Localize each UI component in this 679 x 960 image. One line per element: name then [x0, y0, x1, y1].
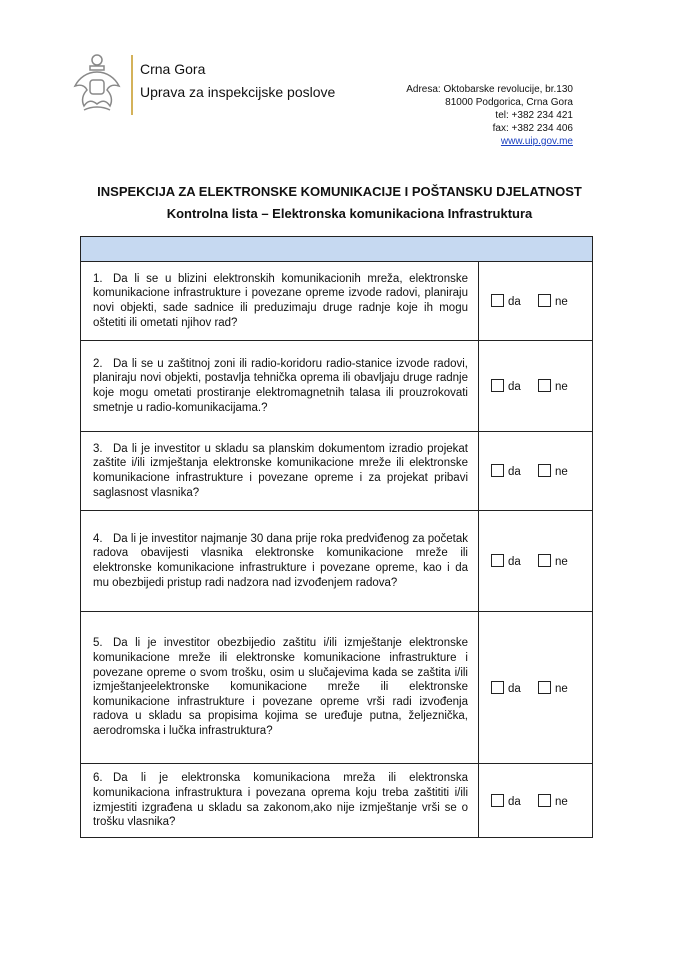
question-cell — [81, 341, 479, 432]
no-checkbox[interactable] — [538, 464, 551, 477]
question-number: 6. — [93, 772, 103, 785]
yes-checkbox[interactable] — [491, 554, 504, 567]
checklist-row — [81, 764, 593, 838]
checklist-row — [81, 432, 593, 511]
checklist-row — [81, 511, 593, 612]
question-number: 2. — [93, 357, 103, 370]
address-line: Adresa: Oktobarske revolucije, br.130 — [406, 84, 573, 95]
table-header-row — [81, 237, 593, 262]
no-label: ne — [555, 296, 568, 308]
coat-of-arms-logo — [72, 52, 122, 114]
yes-label: da — [508, 296, 521, 308]
fax-line: fax: +382 234 406 — [492, 123, 573, 134]
no-checkbox[interactable] — [538, 554, 551, 567]
answer-cell — [479, 764, 593, 838]
checklist-row — [81, 262, 593, 341]
yes-checkbox[interactable] — [491, 294, 504, 307]
header-divider — [131, 55, 133, 115]
country-name: Crna Gora — [140, 61, 206, 77]
yes-label: da — [508, 795, 521, 808]
no-label: ne — [555, 682, 568, 695]
question-cell — [81, 262, 479, 341]
yes-label: da — [508, 682, 521, 695]
question-text: Da li se u blizini elektronskih komunikacionih mreža, elektronske komunikacione infrastrukture i povezane opreme izvode radovi, planiraju novi objekti, sade sadnice ili preduzimaju druge radnje koje ih mogu oštetiti ili ometati njihov rad? — [93, 272, 468, 329]
no-label: ne — [555, 795, 568, 808]
city-line: 81000 Podgorica, Crna Gora — [445, 97, 573, 108]
no-checkbox[interactable] — [538, 379, 551, 392]
question-number: 3. — [93, 442, 103, 455]
no-label: ne — [555, 381, 568, 393]
answer-cell — [479, 511, 593, 612]
no-checkbox[interactable] — [538, 681, 551, 694]
yes-label: da — [508, 466, 521, 478]
agency-name: Uprava za inspekcijske poslove — [140, 84, 336, 100]
contact-block — [406, 83, 573, 148]
website-link[interactable]: www.uip.gov.me — [500, 136, 573, 147]
phone-line: tel: +382 234 421 — [495, 110, 573, 121]
yes-checkbox[interactable] — [491, 794, 504, 807]
question-text: Da li je investitor obezbijedio zaštitu i/ili izmještanje elektronske komunikacione mreže ili elektronske komunikacione infrastrukture i povezane opreme o svom trošku, osim u slučajevima kada se zaštita i/ili izmještanjeelektronske komunikacione mreže ili elektronske komunikacione infrastrukture i povezane opreme vrši radi izvođenja radova u skladu sa propisima kojima se uređuje putna, željeznička, aerodromska i lučka infrastruktura? — [93, 637, 468, 737]
question-text: Da li je investitor u skladu sa planskim dokumentom izradio projekat zaštite i/ili izmještanja elektronske komunikacione mreže ili elektronske komunikacione infrastrukture i povezane opreme i za projekat pribavi saglasnost vlasnika? — [93, 442, 468, 499]
question-cell — [81, 432, 479, 511]
yes-label: da — [508, 381, 521, 393]
yes-checkbox[interactable] — [491, 464, 504, 477]
checklist-table — [80, 236, 593, 838]
no-checkbox[interactable] — [538, 294, 551, 307]
no-label: ne — [555, 466, 568, 478]
question-text: Da li se u zaštitnoj zoni ili radio-koridoru radio-stanice izvode radovi, planiraju novi objekti, postavlja tehnička oprema ili obavljaju druge radnje koje mogu ometati prostiranje elektromagnetnih talasa ili prouzrokovati smetnje u radio-komunikacijama.? — [93, 357, 468, 414]
answer-cell — [479, 432, 593, 511]
yes-label: da — [508, 556, 521, 568]
no-checkbox[interactable] — [538, 794, 551, 807]
question-number: 1. — [93, 272, 103, 285]
question-cell — [81, 612, 479, 764]
answer-cell — [479, 341, 593, 432]
checklist-row — [81, 341, 593, 432]
yes-checkbox[interactable] — [491, 379, 504, 392]
checklist-row — [81, 612, 593, 764]
answer-cell — [479, 262, 593, 341]
question-text: Da li je investitor najmanje 30 dana prije roka predviđenog za početak radova obavijesti vlasnika elektronske komunikacione mreže ili elektronske komunikacione infrastrukture i povezane opreme, kao i da mu obezbijedi pristup radi nadzora nad izvođenjem radova? — [93, 532, 468, 589]
question-number: 5. — [93, 637, 103, 650]
document-title: INSPEKCIJA ZA ELEKTRONSKE KOMUNIKACIJE I POŠTANSKU DJELATNOST — [97, 184, 582, 199]
no-label: ne — [555, 556, 568, 568]
document-subtitle: Kontrolna lista – Elektronska komunikaciona Infrastruktura — [166, 206, 533, 221]
question-cell — [81, 764, 479, 838]
question-text: Da li je elektronska komunikaciona mreža ili elektronska komunikaciona infrastruktura i povezana oprema koju treba zaštititi i/ili izmjestiti izgrađena u skladu sa zakonom,ako nije izmještanje vrši se o trošku vlasnika? — [93, 772, 468, 829]
question-cell — [81, 511, 479, 612]
question-number: 4. — [93, 532, 103, 545]
answer-cell — [479, 612, 593, 764]
yes-checkbox[interactable] — [491, 681, 504, 694]
